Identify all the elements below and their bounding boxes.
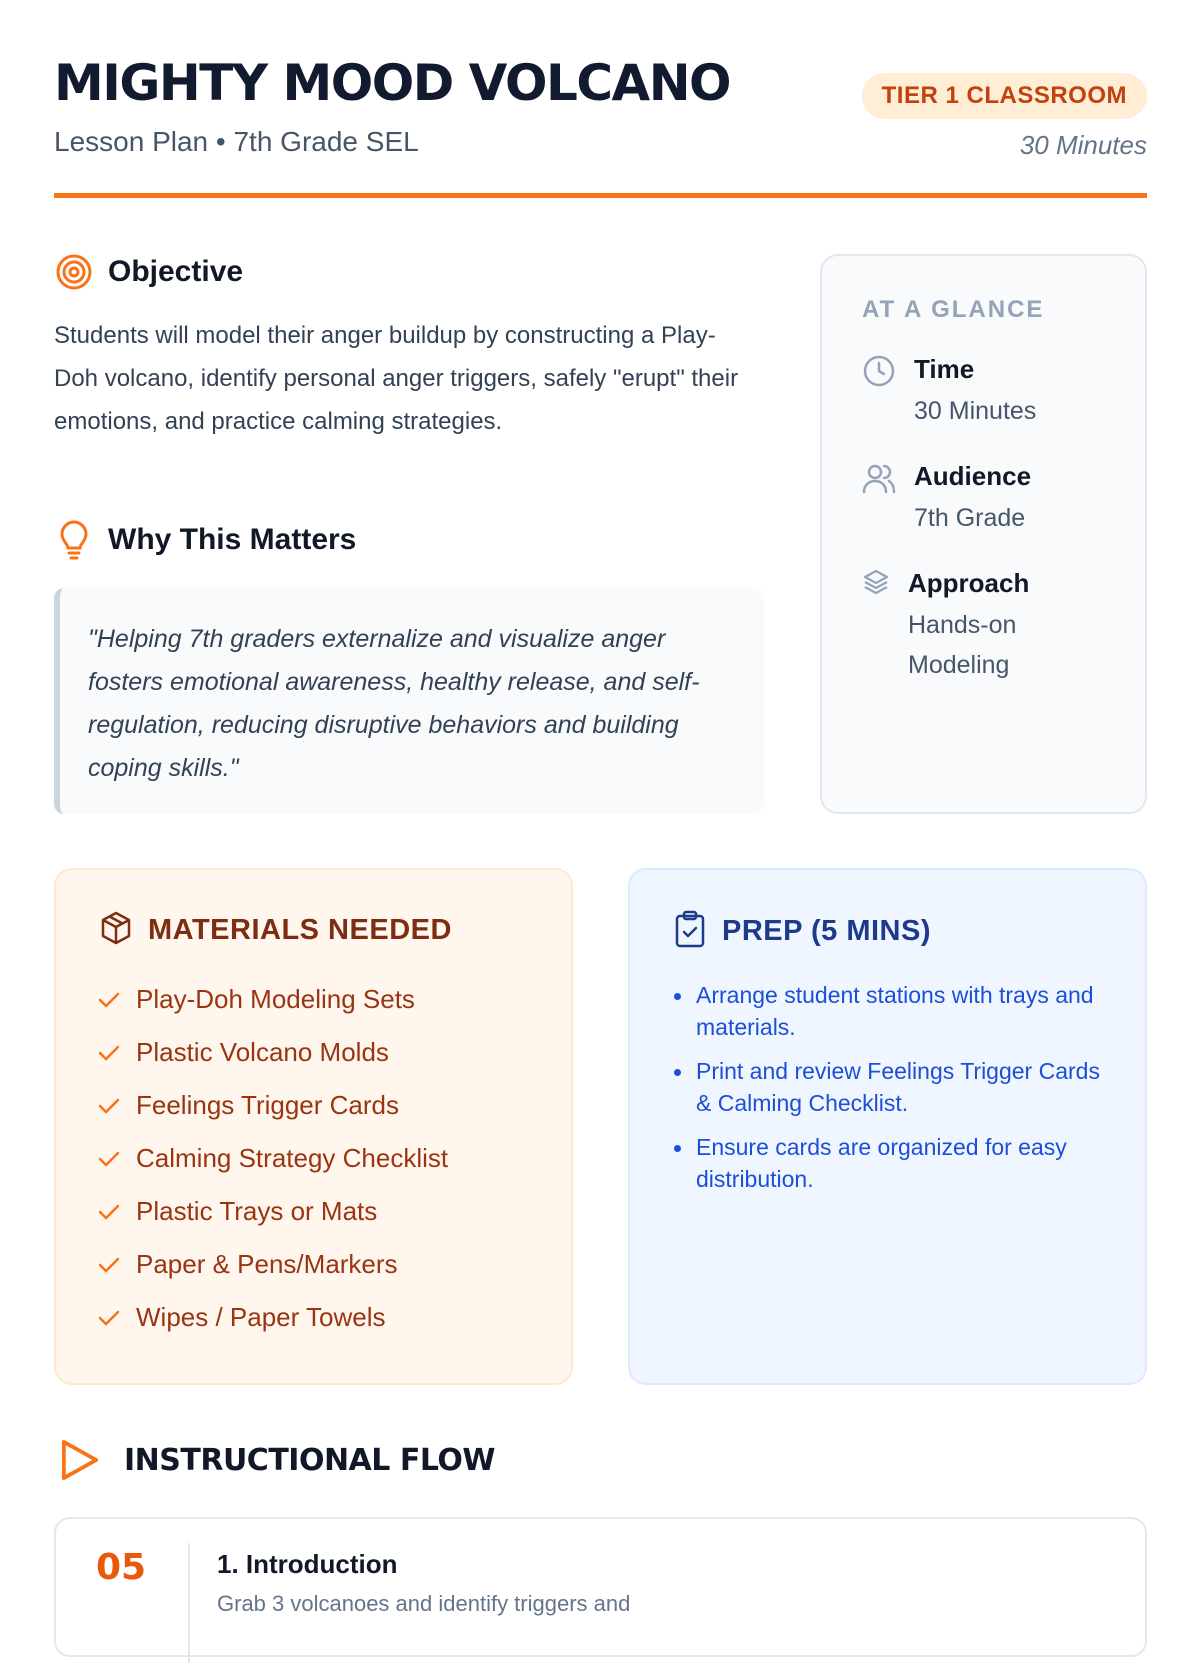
glance-value: Hands-on Modeling	[908, 611, 1017, 679]
objective-title: Objective	[108, 255, 244, 288]
flow-step-card	[54, 1517, 1147, 1657]
target-icon	[54, 252, 94, 292]
page-title: MIGHTY MOOD VOLCANO	[54, 54, 731, 112]
instructional-flow-heading	[60, 1440, 495, 1480]
header-divider	[54, 193, 1147, 198]
check-icon	[98, 1037, 120, 1068]
list-item: Print and review Feelings Trigger Cards & Calming Checklist.	[672, 1055, 1103, 1119]
clipboard-check-icon	[672, 910, 708, 953]
why-quote: "Helping 7th graders externalize and visualize anger fosters emotional awareness, healthy release, and self-regulation, reducing disruptive behaviors and building coping skills."	[54, 588, 764, 814]
objective-heading	[54, 252, 243, 292]
materials-heading	[98, 910, 529, 951]
glance-item-time	[862, 354, 1036, 431]
check-icon	[98, 984, 120, 1015]
step-title: 1. Introduction	[217, 1549, 398, 1579]
at-a-glance-card	[820, 254, 1147, 814]
play-icon	[60, 1440, 100, 1480]
lightbulb-icon	[54, 520, 94, 560]
material-label: Plastic Trays or Mats	[136, 1196, 378, 1226]
materials-title: MATERIALS NEEDED	[148, 914, 452, 946]
objective-text: Students will model their anger buildup by constructing a Play-Doh volcano, identify personal anger triggers, safely "erupt" their emotions, and practice calming strategies.	[54, 322, 739, 435]
check-icon	[98, 1090, 120, 1121]
list-item	[98, 1026, 529, 1079]
materials-card	[54, 868, 573, 1385]
check-icon	[98, 1249, 120, 1280]
list-item	[98, 1238, 529, 1291]
list-item: Ensure cards are organized for easy distribution.	[672, 1131, 1103, 1195]
check-icon	[98, 1143, 120, 1174]
list-item	[98, 1132, 529, 1185]
step-number: 05	[96, 1547, 147, 1588]
prep-card	[628, 868, 1147, 1385]
prep-heading	[672, 910, 1103, 953]
instructional-flow-title: INSTRUCTIONAL FLOW	[124, 1442, 495, 1478]
materials-list	[98, 973, 529, 1344]
glance-label: Approach	[908, 568, 1030, 598]
list-item	[98, 1291, 529, 1344]
glance-item-audience	[862, 461, 1031, 538]
why-title: Why This Matters	[108, 523, 357, 556]
material-label: Calming Strategy Checklist	[136, 1143, 449, 1173]
check-icon	[98, 1302, 120, 1333]
lesson-plan-page	[54, 0, 1147, 1616]
list-item: Arrange student stations with trays and materials.	[672, 979, 1103, 1043]
material-label: Play-Doh Modeling Sets	[136, 984, 415, 1014]
material-label: Wipes / Paper Towels	[136, 1302, 386, 1332]
why-heading	[54, 520, 356, 560]
prep-list	[672, 979, 1103, 1195]
list-item	[98, 1079, 529, 1132]
glance-item-approach	[862, 568, 1058, 685]
glance-title: AT A GLANCE	[862, 296, 1045, 323]
prep-title: PREP (5 MINS)	[722, 915, 932, 947]
box-icon	[98, 910, 134, 951]
step-divider	[188, 1543, 190, 1663]
glance-value: 7th Grade	[914, 504, 1026, 532]
layers-icon	[862, 568, 890, 685]
check-icon	[98, 1196, 120, 1227]
material-label: Feelings Trigger Cards	[136, 1090, 399, 1120]
step-description: Grab 3 volcanoes and identify triggers and	[217, 1591, 631, 1616]
glance-label: Audience	[914, 461, 1032, 491]
tier-badge: TIER 1 CLASSROOM	[862, 73, 1147, 119]
list-item	[98, 973, 529, 1026]
duration-label: 30 Minutes	[1019, 130, 1147, 160]
users-icon	[862, 461, 896, 538]
material-label: Paper & Pens/Markers	[136, 1249, 398, 1279]
glance-value: 30 Minutes	[914, 397, 1037, 425]
list-item	[98, 1185, 529, 1238]
clock-icon	[862, 354, 896, 431]
page-subtitle: Lesson Plan • 7th Grade SEL	[54, 126, 419, 157]
glance-label: Time	[914, 354, 975, 384]
material-label: Plastic Volcano Molds	[136, 1037, 389, 1067]
